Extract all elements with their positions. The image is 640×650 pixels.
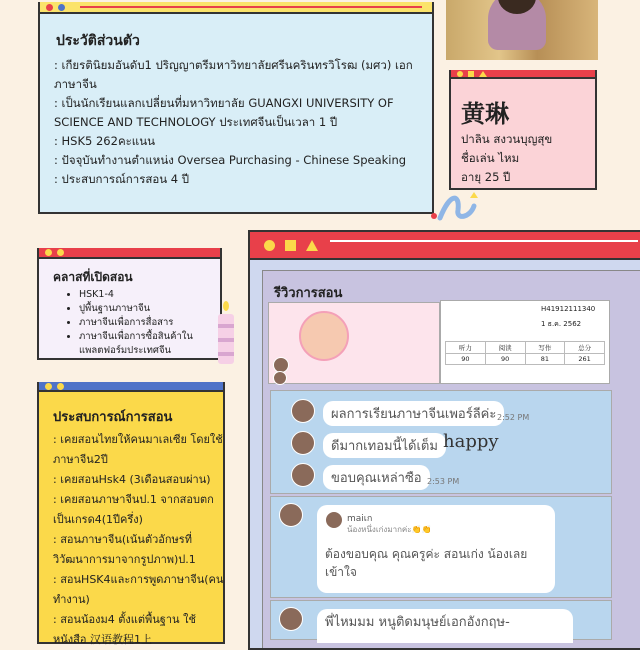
chat-bubble: ผลการเรียนภาษาจีนเพอร์ลีค่ะ [323,401,504,426]
bio-item: : ปัจจุบันทำงานตำแหน่ง Oversea Purchasing - Chinese Speaking [54,153,407,167]
avatar [291,431,315,455]
yellow-dot-icon [457,71,463,77]
chat-time: 2:52 PM [497,413,530,422]
review-title: รีวิวการสอน [274,286,343,301]
table-cell: 90 [485,354,525,365]
table-row [446,342,605,354]
quoted-message: น้องหนึ่งเก่งมากค่ะ👏👏 [347,525,432,534]
avatar [291,463,315,487]
chat-time: 2:53 PM [427,477,460,486]
table-header: 总分 [565,342,605,354]
class-item: • ภาษาจีนเพื่อการซื้อสินค้าในแพลตฟอร์มประเทศจีน [79,330,220,358]
yellow-square-icon [468,71,474,77]
table-header: 听力 [446,342,486,354]
full-name: ปาลิน สงวนบุญสุข [461,132,553,146]
certificate-date: 1 ธ.ค. 2562 [541,320,582,328]
certificate-score-table [445,341,605,365]
review-screenshot-chat-2 [270,496,612,598]
certificate-id: H41912111340 [541,305,596,313]
experience-item: : สอนภาษาจีน(เน้นตัวอักษรที่วิวัฒนาการมาจากรูปภาพ)ป.1 [53,533,196,566]
profile-photo [446,0,598,60]
table-row [446,354,605,365]
happy-handwriting: happy [443,431,499,452]
yellow-dot-icon [57,383,64,390]
table-header: 阅读 [485,342,525,354]
bio-titlebar-line [80,6,422,8]
blue-dot-icon [58,4,65,11]
yellow-dot-icon [57,249,64,256]
chat-bubble: ดีมากเทอมนี้ได้เต็ม [323,433,446,458]
table-cell: 261 [565,354,605,365]
experience-title: ประสบการณ์การสอน [53,410,173,425]
chat-bubble: พี่ไหมมม หนูติดมนุษย์เอกอังกฤษ- [317,609,573,643]
classes-list [65,288,220,358]
nickname: ชื่อเล่น ไหม [461,151,520,165]
experience-item: : สอนHSK4และการพูดภาษาจีน(คนทำงาน) [53,573,224,606]
bio-card [38,2,434,214]
yellow-dot-icon [264,240,275,251]
experience-item: : เคยสอนภาษาจีนป.1 จากสอบตกเป็นเกรด4(1ปีครึ่ง) [53,493,214,526]
bio-titlebar [40,2,432,14]
yellow-triangle-icon [306,240,318,251]
experience-item: : เคยสอนHsk4 (3เดือนสอบผ่าน) [53,473,211,486]
chat-message-card [317,505,555,593]
table-header: 写作 [525,342,565,354]
yellow-dot-icon [45,383,52,390]
chinese-name: 黄琳 [461,100,509,128]
name-card-titlebar [451,70,595,79]
yellow-dot-icon [45,249,52,256]
profile-info [461,130,552,187]
class-item: • ภาษาจีนเพื่อการสื่อสาร [79,316,220,330]
classes-card [37,248,222,360]
bio-item: : HSK5 262คะแนน [54,134,155,148]
review-screenshot-chat-3 [270,600,612,640]
classes-title: คลาสที่เปิดสอน [53,270,133,284]
bio-item: : เกียรตินิยมอันดับ1 ปริญญาตรีมหาวิทยาลัยศรีนครินทรวิโรฒ (มศว) เอกภาษาจีน [54,58,413,91]
candle-decoration-icon [212,300,240,370]
bio-title: ประวัติส่วนตัว [56,33,140,49]
experience-item: : เคยสอนไทยให้คนมาเลเซีย โดยใช้ภาษาจีน2ปี [53,433,223,466]
age: อายุ 25 ปี [461,170,511,184]
chat-bubble: ขอบคุณเหล่าซือ [323,465,430,490]
avatar [291,399,315,423]
yellow-triangle-icon [479,71,487,77]
name-card [449,70,597,190]
review-titlebar [250,232,640,260]
avatar [273,371,287,385]
quoted-user: maiเก [347,514,373,524]
bio-item: : เป็นนักเรียนแลกเปลี่ยนที่มหาวิทยาลัย GUANGXI UNIVERSITY OF SCIENCE AND TECHNOLOGY ประเทศจีนเป็นเวลา 1 ปี [54,96,394,129]
yellow-square-icon [285,240,296,251]
bio-list [54,56,426,189]
class-item: • HSK1-4 [79,288,220,302]
baby-photo [299,311,349,361]
experience-item: : สอนน้องม4 ตั้งแต่พื้นฐาน ใช้หนังสือ 汉语教程1上 [53,613,196,646]
table-cell: 90 [446,354,486,365]
experience-card [37,382,225,644]
squiggle-decoration-icon [430,188,480,228]
experience-list [53,430,225,650]
red-dot-icon [46,4,53,11]
avatar [279,607,303,631]
review-screenshot-certificate [440,300,610,384]
avatar [279,503,303,527]
class-item: • ปูพื้นฐานภาษาจีน [79,302,220,316]
review-titlebar-line [330,240,638,242]
avatar [325,511,343,529]
chat-message: ต้องขอบคุณ คุณครูค่ะ สอนเก่ง น้องเลยเข้าใจ [325,547,528,579]
table-cell: 81 [525,354,565,365]
review-screenshot-photo [268,302,440,384]
experience-titlebar [39,382,223,392]
bio-item: : ประสบการณ์การสอน 4 ปี [54,172,190,186]
classes-titlebar [39,248,220,259]
review-screenshot-chat-1 [270,390,612,494]
